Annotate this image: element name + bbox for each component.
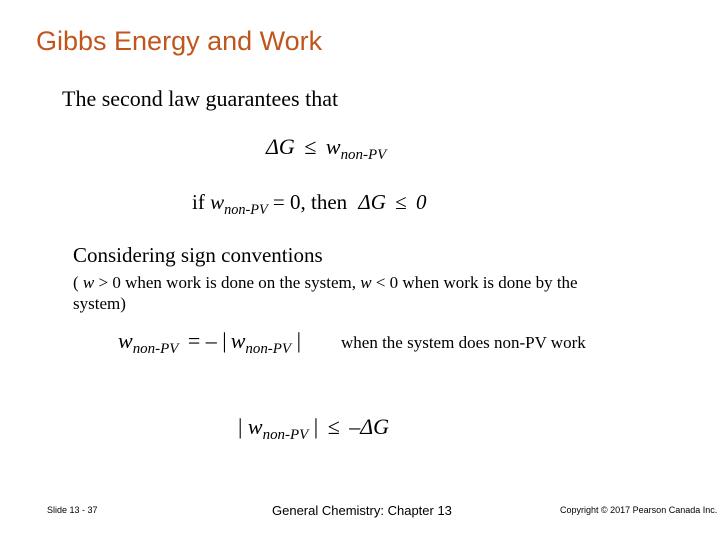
eq4-bar1: | (238, 414, 243, 439)
eq4-rhs: –ΔG (349, 414, 390, 439)
sign-conv-part2: > 0 when work is done on the system, (94, 273, 361, 292)
eq1-lhs: ΔG (266, 134, 295, 159)
eq1-subscript: non-PV (340, 147, 387, 164)
footer-course: General Chemistry: Chapter 13 (272, 503, 452, 518)
eq4-var: w (247, 414, 263, 439)
eq3-bar: | (296, 328, 301, 353)
eq2-mid: = 0, then (272, 190, 348, 214)
eq3-subscript2: non-PV (245, 341, 292, 358)
sign-conv-part3: < 0 when work is done by the system) (73, 273, 578, 313)
eq4-subscript: non-PV (262, 427, 309, 444)
equation-gibbs-inequality (266, 134, 386, 164)
eq1-operator: ≤ (304, 134, 317, 159)
sign-conventions-text (73, 272, 593, 314)
eq2-rhs: 0 (415, 190, 427, 214)
eq2-subscript: non-PV (224, 201, 268, 218)
sign-conv-w1: w (82, 273, 95, 292)
footer-slide-number: Slide 13 - 37 (47, 505, 98, 515)
sign-conv-part1: ( (73, 273, 83, 292)
footer-copyright: Copyright © 2017 Pearson Canada Inc. (560, 505, 718, 515)
slide-title: Gibbs Energy and Work (36, 26, 323, 56)
eq1-var: w (325, 134, 341, 159)
eq3-equals: = – | (187, 328, 227, 353)
eq3-subscript: non-PV (132, 341, 179, 358)
eq2-var: w (210, 190, 225, 214)
equation-max-work (238, 414, 389, 444)
eq2-prefix: if (192, 190, 205, 214)
eq4-bar2: | (313, 414, 319, 439)
eq2-lhs: ΔG (358, 190, 386, 214)
intro-text: The second law guarantees that (62, 86, 339, 111)
eq3-var: w (118, 328, 133, 353)
equation-work-sign (118, 328, 301, 358)
considering-heading: Considering sign conventions (73, 243, 323, 267)
eq4-operator: ≤ (327, 414, 340, 439)
sign-conv-w2: w (360, 273, 372, 292)
eq3-var2: w (230, 328, 246, 353)
equation-if-zero (192, 190, 426, 219)
eq3-note: when the system does non-PV work (341, 333, 586, 352)
eq2-operator: ≤ (395, 190, 407, 214)
